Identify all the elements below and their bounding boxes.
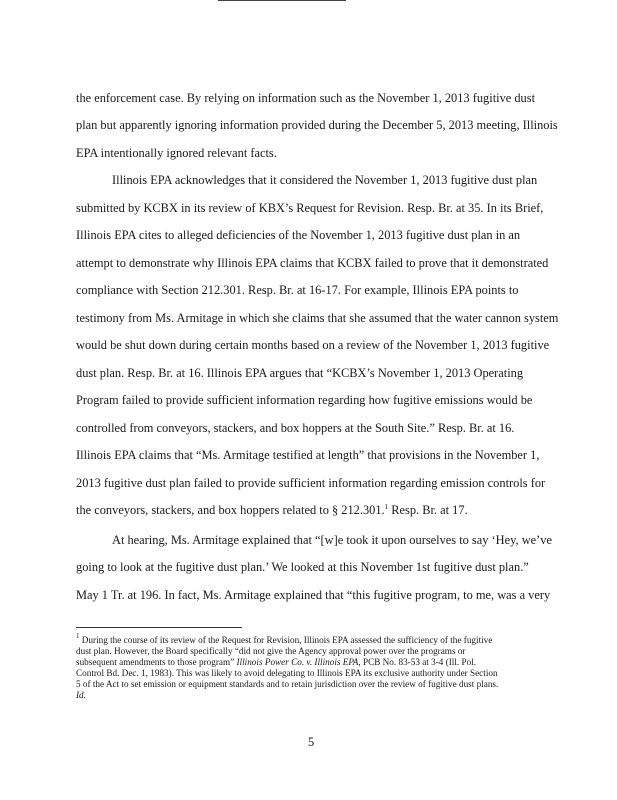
footnote-marker: 1 bbox=[76, 632, 80, 640]
body-line: Illinois EPA acknowledges that it considered the November 1, 2013 fugitive dust plan bbox=[112, 173, 538, 187]
body-line: EPA intentionally ignored relevant facts. bbox=[76, 146, 277, 160]
body-line: controlled from conveyors, stackers, and box hoppers at the South Site.” Resp. Br. at 16. bbox=[76, 421, 515, 435]
body-line: testimony from Ms. Armitage in which she claims that she assumed that the water cannon system bbox=[76, 311, 559, 325]
body-line-text: the conveyors, stackers, and box hoppers related to § 212.301. bbox=[76, 503, 385, 517]
body-line: would be shut down during certain months based on a review of the November 1, 2013 fugitive bbox=[76, 338, 550, 352]
footnote-text: subsequent amendments to those program” bbox=[76, 657, 237, 667]
body-line-citation: Resp. Br. at 17. bbox=[388, 503, 468, 517]
footnote-line bbox=[76, 690, 86, 701]
body-line: dust plan. Resp. Br. at 16. Illinois EPA argues that “KCBX’s November 1, 2013 Operating bbox=[76, 366, 524, 380]
footnote-line bbox=[76, 657, 476, 668]
footnote-separator bbox=[76, 627, 242, 628]
body-line: Program failed to provide sufficient information regarding how fugitive emissions would be bbox=[76, 393, 533, 407]
body-line: the enforcement case. By relying on information such as the November 1, 2013 fugitive dust bbox=[76, 91, 536, 105]
body-line: attempt to demonstrate why Illinois EPA claims that KCBX failed to prove that it demonstrated bbox=[76, 256, 549, 270]
footnote-text: , PCB No. 83-53 at 3-4 (Ill. Pol. bbox=[358, 657, 477, 667]
footnote-line bbox=[76, 632, 493, 646]
body-line: 2013 fugitive dust plan failed to provide sufficient information regarding emission controls for bbox=[76, 476, 546, 490]
body-line: Illinois EPA claims that “Ms. Armitage testified at length” that provisions in the November 1, bbox=[76, 448, 540, 462]
page-number: 5 bbox=[308, 735, 315, 749]
footnote-ref[interactable]: 1 bbox=[384, 503, 389, 511]
footnote-line: Control Bd. Dec. 1, 1983). This was likely to avoid delegating to Illinois EPA its exclusive authority under Section bbox=[76, 668, 498, 678]
body-line: submitted by KCBX in its review of KBX’s Request for Revision. Resp. Br. at 35. In its Brief, bbox=[76, 201, 544, 215]
body-line bbox=[76, 503, 468, 517]
case-citation: Illinois Power Co. v. Illinois EPA bbox=[236, 657, 359, 667]
id-citation: Id. bbox=[76, 690, 86, 700]
top-rule bbox=[218, 0, 346, 1]
footnote-text: During the course of its review of the Request for Revision, Illinois EPA assessed the sufficiency of the fugitive bbox=[79, 635, 493, 645]
body-line: Illinois EPA cites to alleged deficiencies of the November 1, 2013 fugitive dust plan in an bbox=[76, 228, 521, 242]
body-line: plan but apparently ignoring information provided during the December 5, 2013 meeting, Illinois bbox=[76, 118, 558, 132]
body-line: May 1 Tr. at 196. In fact, Ms. Armitage explained that “this fugitive program, to me, was a very bbox=[76, 588, 551, 602]
body-line: At hearing, Ms. Armitage explained that “[w]e took it upon ourselves to say ‘Hey, we’ve bbox=[112, 533, 552, 547]
footnote-line: dust plan. However, the Board specifically “did not give the Agency approval power over the programs or bbox=[76, 646, 466, 656]
footnote-line: 5 of the Act to set emission or equipment standards and to retain jurisdiction over the review of fugitive dust plans. bbox=[76, 679, 499, 689]
body-line: compliance with Section 212.301. Resp. Br. at 16-17. For example, Illinois EPA points to bbox=[76, 283, 519, 297]
body-line: going to look at the fugitive dust plan.’ We looked at this November 1st fugitive dust plan.” bbox=[76, 560, 529, 574]
